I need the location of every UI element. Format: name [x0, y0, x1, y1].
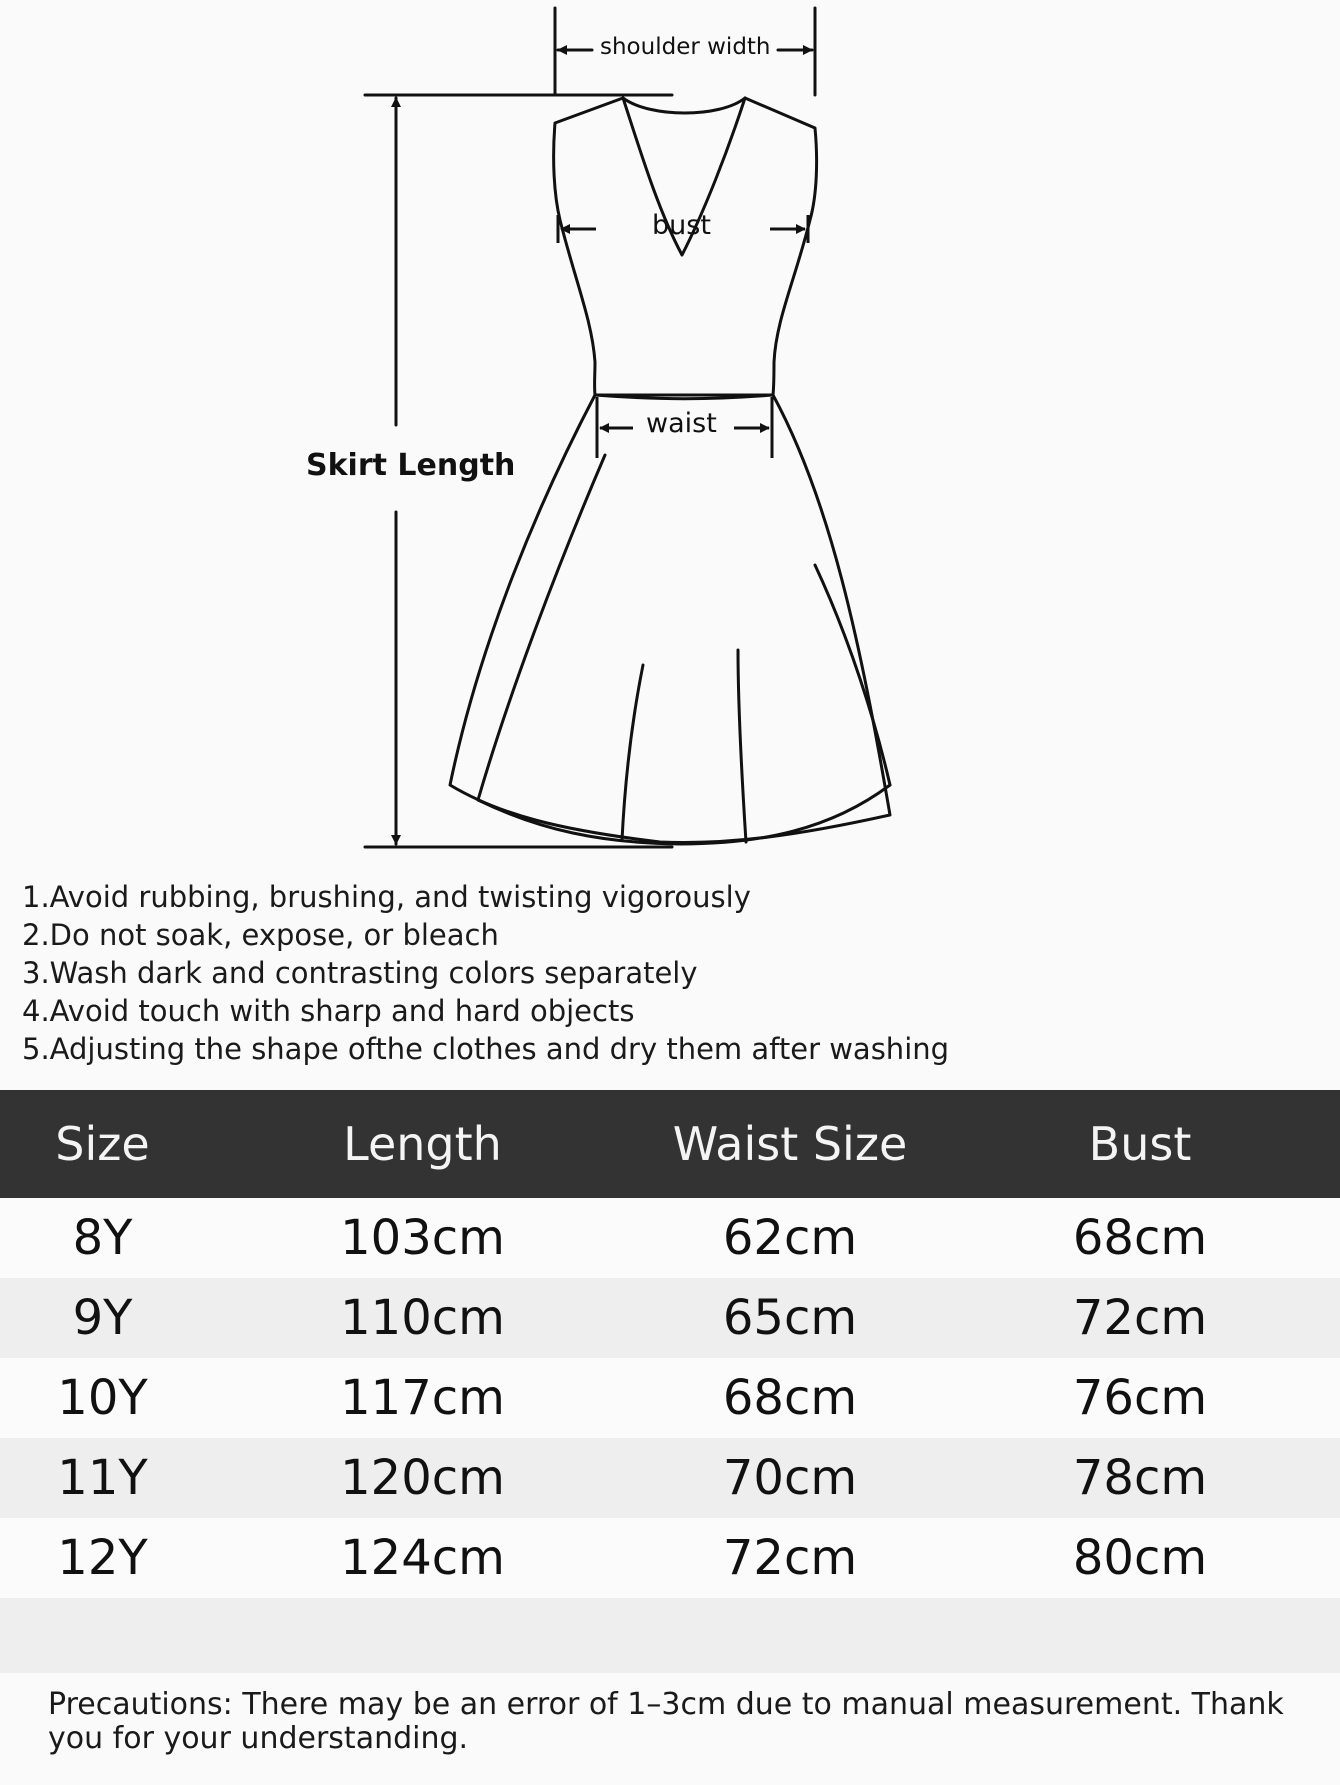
cell-size: 8Y: [0, 1198, 205, 1278]
header-length: Length: [205, 1090, 640, 1198]
cell-waist: 68cm: [640, 1358, 940, 1438]
size-table-header-row: [0, 1090, 1340, 1198]
header-bust: Bust: [940, 1090, 1340, 1198]
cell-length: 120cm: [205, 1438, 640, 1518]
care-instruction-item: 5.Adjusting the shape ofthe clothes and dry them after washing: [22, 1032, 950, 1066]
empty-table-row: [0, 1598, 1340, 1673]
table-row: [0, 1278, 1340, 1358]
dress-skirt-outline: [450, 395, 890, 843]
cell-waist: 65cm: [640, 1278, 940, 1358]
skirt-fold-center-right: [738, 650, 746, 842]
care-instruction-item: 2.Do not soak, expose, or bleach: [22, 918, 499, 952]
dress-neckline-inner: [623, 98, 745, 113]
cell-length: 124cm: [205, 1518, 640, 1598]
precautions-note: Precautions: There may be an error of 1–3cm due to manual measurement. Thank you for your understanding.: [48, 1687, 1284, 1756]
table-row: [0, 1518, 1340, 1598]
table-row: [0, 1358, 1340, 1438]
cell-bust: 78cm: [940, 1438, 1340, 1518]
size-chart-table: [0, 1090, 1340, 1598]
care-instructions-list: [22, 878, 949, 1068]
cell-size: 12Y: [0, 1518, 205, 1598]
cell-bust: 72cm: [940, 1278, 1340, 1358]
care-instruction-item: 4.Avoid touch with sharp and hard objects: [22, 994, 635, 1028]
cell-size: 11Y: [0, 1438, 205, 1518]
care-instruction-item: 3.Wash dark and contrasting colors separately: [22, 956, 698, 990]
skirt-fold-center-left: [622, 665, 643, 840]
waist-label: waist: [646, 408, 717, 439]
cell-size: 10Y: [0, 1358, 205, 1438]
table-row: [0, 1438, 1340, 1518]
bust-label: bust: [652, 210, 711, 241]
cell-length: 103cm: [205, 1198, 640, 1278]
cell-size: 9Y: [0, 1278, 205, 1358]
cell-waist: 62cm: [640, 1198, 940, 1278]
cell-waist: 70cm: [640, 1438, 940, 1518]
care-instruction-item: 1.Avoid rubbing, brushing, and twisting vigorously: [22, 880, 751, 914]
cell-waist: 72cm: [640, 1518, 940, 1598]
header-waist-size: Waist Size: [640, 1090, 940, 1198]
shoulder-width-label: shoulder width: [600, 34, 771, 60]
cell-length: 117cm: [205, 1358, 640, 1438]
header-size: Size: [0, 1090, 205, 1198]
cell-bust: 80cm: [940, 1518, 1340, 1598]
cell-bust: 68cm: [940, 1198, 1340, 1278]
dress-skirt-hem-front: [478, 785, 890, 844]
table-row: [0, 1198, 1340, 1278]
cell-length: 110cm: [205, 1278, 640, 1358]
skirt-length-label: Skirt Length: [306, 448, 516, 483]
cell-bust: 76cm: [940, 1358, 1340, 1438]
